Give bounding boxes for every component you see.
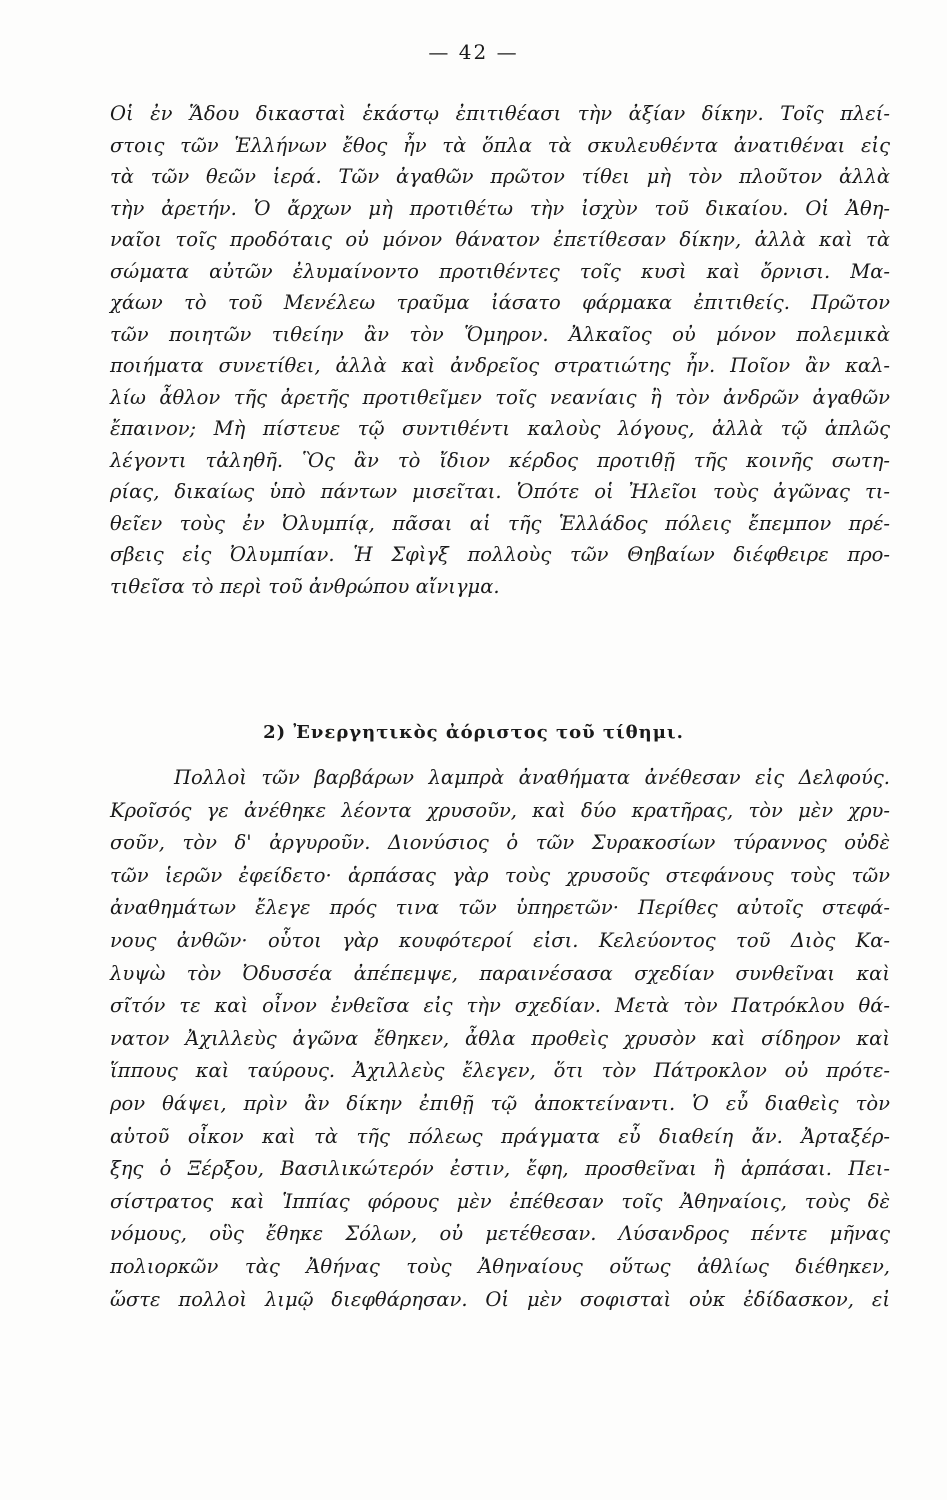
text-line: λίω ἆθλον τῆς ἀρετῆς προτιθεῖμεν τοῖς νεανίαις ἢ τὸν ἀνδρῶν ἀγαθῶν (110, 385, 890, 409)
text-line: τῶν ἱερῶν ἐφείδετο· ἁρπάσας γὰρ τοὺς χρυσοῦς στεφάνους τοὺς τῶν (110, 863, 890, 887)
section-heading: 2) Ἐνεργητικὸς ἀόριστος τοῦ τίθημι. (263, 722, 684, 743)
text-line: σβεις εἰς Ὀλυμπίαν. Ἡ Σφὶγξ πολλοὺς τῶν Θηβαίων διέφθειρε προ- (110, 543, 890, 566)
text-line: νατον Ἀχιλλεὺς ἀγῶνα ἔθηκεν, ἆθλα προθεὶς χρυσὸν καὶ σίδηρον καὶ (110, 1026, 890, 1050)
text-line: ναῖοι τοῖς προδόταις οὐ μόνον θάνατον ἐπετίθεσαν δίκην, ἀλλὰ καὶ τὰ (110, 228, 890, 251)
text-line: σοῦν, τὸν δ' ἀργυροῦν. Διονύσιος ὁ τῶν Συρακοσίων τύραννος οὐδὲ (110, 831, 890, 855)
text-line: ἔπαινον; Μὴ πίστευε τῷ συντιθέντι καλοὺς λόγους, ἀλλὰ τῷ ἁπλῶς (110, 417, 890, 440)
text-line: τιθεῖσα τὸ περὶ τοῦ ἀνθρώπου αἴνιγμα. (110, 574, 500, 598)
text-line: ποιήματα συνετίθει, ἀλλὰ καὶ ἀνδρεῖος στρατιώτης ἦν. Ποῖον ἂν καλ- (110, 354, 890, 377)
text-line: νους ἀνθῶν· οὗτοι γὰρ κουφότεροί εἰσι. Κελεύοντος τοῦ Διὸς Κα- (110, 928, 890, 952)
paragraph-1 (110, 98, 890, 602)
page-number: — 42 — (428, 40, 519, 64)
paragraph-2 (110, 762, 890, 1316)
text-line: λυψὼ τὸν Ὀδυσσέα ἀπέπεμψε, παραινέσασα σχεδίαν συνθεῖναι καὶ (110, 961, 890, 985)
text-line: θεῖεν τοὺς ἐν Ὀλυμπίᾳ, πᾶσαι αἱ τῆς Ἑλλάδος πόλεις ἔπεμπον πρέ- (110, 511, 890, 535)
text-line: ὥστε πολλοὶ λιμῷ διεφθάρησαν. Οἱ μὲν σοφισταὶ οὐκ ἐδίδασκον, εἰ (110, 1287, 890, 1311)
text-line: σίστρατος καὶ Ἱππίας φόρους μὲν ἐπέθεσαν τοῖς Ἀθηναίοις, τοὺς δὲ (110, 1189, 890, 1213)
text-line: Πολλοὶ τῶν βαρβάρων λαμπρὰ ἀναθήματα ἀνέθεσαν εἰς Δελφούς. (174, 766, 890, 789)
text-line: ξης ὁ Ξέρξου, Βασιλικώτερόν ἐστιν, ἔφη, προσθεῖναι ἢ ἁρπάσαι. Πει- (110, 1157, 890, 1181)
text-line: ἵππους καὶ ταύρους. Ἀχιλλεὺς ἔλεγεν, ὅτι τὸν Πάτροκλον οὐ πρότε- (110, 1059, 890, 1083)
text-line: χάων τὸ τοῦ Μενέλεω τραῦμα ἰάσατο φάρμακα ἐπιτιθείς. Πρῶτον (110, 291, 890, 314)
text-line: τὰ τῶν θεῶν ἱερά. Τῶν ἀγαθῶν πρῶτον τίθει μὴ τὸν πλοῦτον ἀλλὰ (110, 165, 890, 188)
text-line: νόμους, οὓς ἔθηκε Σόλων, οὐ μετέθεσαν. Λύσανδρος πέντε μῆνας (110, 1222, 890, 1246)
text-line: σῖτόν τε καὶ οἶνον ἐνθεῖσα εἰς τὴν σχεδίαν. Μετὰ τὸν Πατρόκλου θά- (110, 994, 890, 1018)
text-line: λέγοντι τἀληθῆ. Ὃς ἂν τὸ ἴδιον κέρδος προτιθῇ τῆς κοινῆς σωτη- (110, 448, 890, 472)
text-line: πολιορκῶν τὰς Ἀθήνας τοὺς Ἀθηναίους οὕτως ἀθλίως διέθηκεν, (110, 1254, 890, 1278)
text-line: σώματα αὐτῶν ἐλυμαίνοντο προτιθέντες τοῖς κυσὶ καὶ ὄρνισι. Μα- (110, 259, 890, 283)
text-line: ρον θάψει, πρὶν ἂν δίκην ἐπιθῇ τῷ ἀποκτείναντι. Ὁ εὖ διαθεὶς τὸν (110, 1091, 890, 1115)
text-line: Κροῖσός γε ἀνέθηκε λέοντα χρυσοῦν, καὶ δύο κρατῆρας, τὸν μὲν χρυ- (110, 798, 890, 822)
text-line: Οἱ ἐν Ἅδου δικασταὶ ἑκάστῳ ἐπιτιθέασι τὴν ἀξίαν δίκην. Τοῖς πλεί- (110, 102, 890, 125)
text-line: ρίας, δικαίως ὑπὸ πάντων μισεῖται. Ὁπότε οἱ Ἠλεῖοι τοὺς ἀγῶνας τι- (110, 480, 890, 503)
text-line: τὴν ἀρετήν. Ὁ ἄρχων μὴ προτιθέτω τὴν ἰσχὺν τοῦ δικαίου. Οἱ Ἀθη- (110, 196, 890, 220)
text-line: στοις τῶν Ἑλλήνων ἔθος ἦν τὰ ὅπλα τὰ σκυλευθέντα ἀνατιθέναι εἰς (110, 133, 890, 157)
text-line: αὑτοῦ οἶκον καὶ τὰ τῆς πόλεως πράγματα εὖ διαθείη ἄν. Ἀρταξέρ- (110, 1124, 890, 1148)
text-line: ἀναθημάτων ἔλεγε πρός τινα τῶν ὑπηρετῶν· Περίθες αὐτοῖς στεφά- (110, 896, 890, 920)
text-line: τῶν ποιητῶν τιθείην ἂν τὸν Ὅμηρον. Ἀλκαῖος οὐ μόνον πολεμικὰ (110, 322, 890, 346)
